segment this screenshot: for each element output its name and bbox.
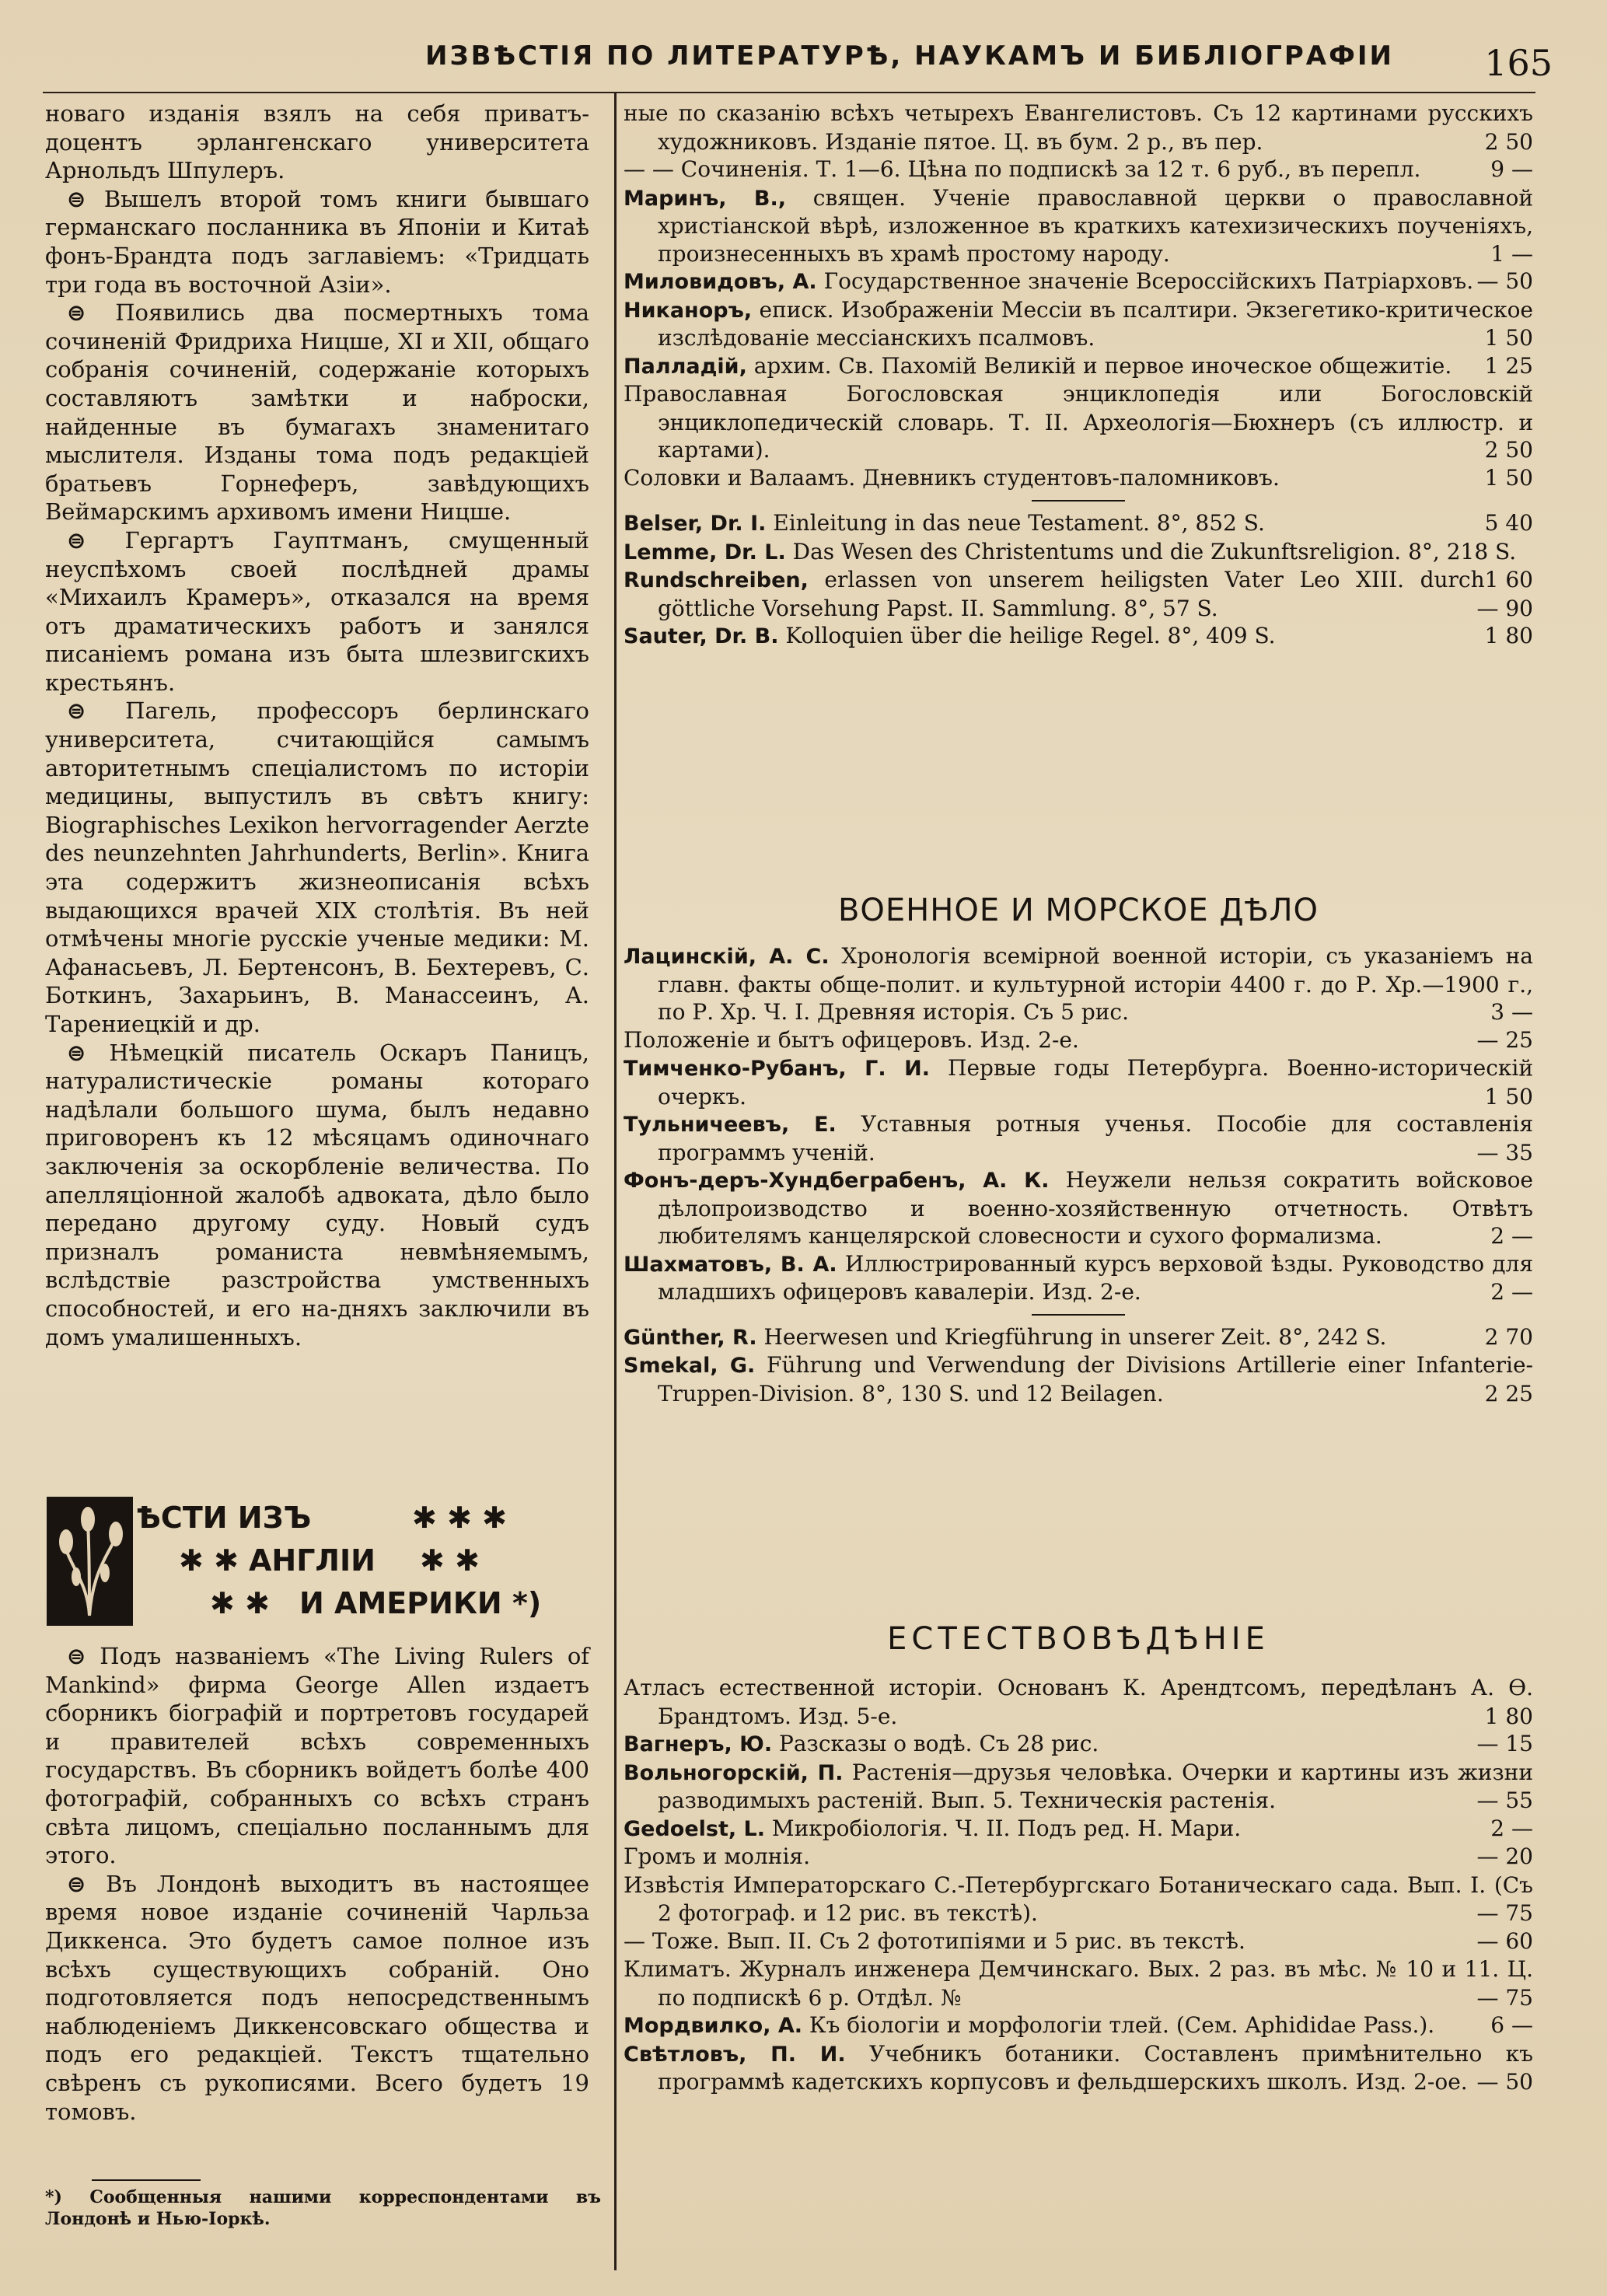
heading-stars: ✱ ✱ [420, 1543, 480, 1578]
bibliography-entry: Лацинскій, А. С. Хронологія всемірной военной исторіи, съ указаніемъ на главн. факты обще-полит. и культурной исторіи 4400 г. до Р. Хр.—1900 г., по Р. Хр. Ч. I. Древняя исторія. Съ 5 рис. 3 — [624, 943, 1533, 1025]
section-title-nature: ЕСТЕСТВОВѢДѢНІЕ [887, 1621, 1270, 1657]
bibliography-entry: Günther, R. Heerwesen und Kriegführung in unserer Zeit. 8°, 242 S. 2 70 [624, 1323, 1533, 1350]
bibliography-entry: Соловки и Валаамъ. Дневникъ студентовъ-паломниковъ. 1 50 [624, 464, 1533, 491]
running-header: ИЗВѢСТІЯ ПО ЛИТЕРАТУРѢ, НАУКАМЪ И БИБЛІОГРАФІИ [425, 40, 1394, 72]
news-paragraph: ⊜ Въ Лондонѣ выходитъ въ настоящее время новое изданіе сочиненій Чарльза Диккенса. Это будетъ самое полное изъ всѣхъ существующихъ собраній. Оно подготовляется подъ непосредственнымъ наблюденіемъ Диккенсовскаго общества и подъ его редакціей. Текстъ тщательно свѣренъ съ рукописями. Всего будетъ 19 томовъ. [45, 1870, 589, 2125]
header-rule [43, 92, 1535, 93]
bibliography-entry: Миловидовъ, А. Государственное значеніе Всероссійскихъ Патріарховъ. — 50 [624, 268, 1533, 294]
left-column [45, 100, 589, 1351]
bibliography-entry: Шахматовъ, В. А. Иллюстрированный курсъ верховой ѣзды. Руководство для младшихъ офицеровъ кавалеріи. Изд. 2-е. 2 — [624, 1250, 1533, 1305]
news-heading [47, 1497, 599, 1633]
news-paragraph: ⊜ Пагель, профессоръ берлинскаго университета, считающійся самымъ авторитетнымъ спеціалистомъ по исторіи медицины, выпустилъ въ свѣтъ книгу: Biographisches Lexikon hervorragender Aerzte des neunzehnten Jahrhunderts, Berlin». Книга эта содержитъ жизнеописанія всѣхъ выдающихся врачей XIX столѣтія. Въ ней отмѣчены многіе русскіе ученые медики: М. Афанасьевъ, Л. Бертенсонъ, В. Бехтеревъ, С. Боткинъ, Захарьинъ, В. Манассеинъ, А. Тарениецкій и др. [45, 697, 589, 1037]
column-divider [614, 93, 617, 2270]
heading-stars: ✱ ✱ [210, 1586, 270, 1620]
news-paragraph: ⊜ Нѣмецкій писатель Оскаръ Паницъ, натуралистическіе романы котораго надѣлали большого шума, былъ недавно приговоренъ къ 12 мѣсяцамъ одиночнаго заключенія за оскорбленіе величества. По апелляціонной жалобѣ адвоката, дѣло было передано другому суду. Новый судъ призналъ романиста невмѣняемымъ, вслѣдствіе разстройства умственныхъ способностей, и его на-дняхъ заключили въ домъ умалишенныхъ. [45, 1039, 590, 1351]
bibliography-entry: — — Сочиненія. Т. 1—6. Цѣна по подпискѣ за 12 т. 6 руб., въ перепл. 9 — [624, 156, 1533, 182]
bibliography-entry: Никаноръ, еписк. Изображеніи Мессіи въ псалтири. Экзегетико-критическое изслѣдованіе мессіанскихъ псалмовъ. 1 50 [624, 296, 1534, 351]
news-paragraph: новаго изданія взялъ на себя приватъ-доцентъ эрлангенскаго университета Арнольдъ Шпулеръ. [45, 100, 589, 184]
section-title-military: ВОЕННОЕ И МОРСКОЕ ДѢЛО [837, 893, 1319, 928]
bibliography-entry: Тульничеевъ, Е. Уставныя ротныя ученья. Пособіе для составленія программъ ученій. — 35 [624, 1111, 1533, 1165]
bibliography-entry: Атласъ естественной исторіи. Основанъ К. Арендтсомъ, передѣланъ А. Ѳ. Брандтомъ. Изд. 5-е. 1 80 [624, 1675, 1533, 1729]
bibliography-entry: Палладій, архим. Св. Пахомій Великій и первое иноческое общежитіе. 1 25 [624, 352, 1533, 379]
footnote: *) Сообщенныя нашими корреспондентами въ Лондонѣ и Нью-Іоркѣ. [45, 2187, 601, 2229]
news-paragraph: ⊜ Появились два посмертныхъ тома сочиненій Фридриха Ницше, XI и XII, общаго собранія сочиненій, содержаніе которыхъ составляютъ замѣтки и наброски, найденные въ бумагахъ знаменитаго мыслителя. Изданы тома подъ редакціей братьевъ Горнеферъ, завѣдующихъ Веймарскимъ архивомъ имени Ницше. [45, 299, 589, 526]
news-paragraph: ⊜ Подъ названіемъ «The Living Rulers of Mankind» фирма George Allen издаетъ сборникъ біографій и портретовъ государей и правителей всѣхъ современныхъ государствъ. Въ сборникъ войдетъ болѣе 400 фотографій, собранныхъ со всѣхъ странъ свѣта лицомъ, спеціально посланнымъ для этого. [45, 1643, 590, 1869]
bibliography-entry: Свѣтловъ, П. И. Учебникъ ботаники. Составленъ примѣнительно къ программѣ кадетскихъ корпусовъ и фельдшерскихъ школъ. Изд. 2-ое. — 50 [624, 2040, 1533, 2095]
news-heading-line1: ѢСТИ ИЗЪ [136, 1501, 312, 1535]
page-number: 165 [1484, 42, 1553, 84]
news-paragraph: ⊜ Гергартъ Гауптманъ, смущенный неуспѣхомъ своей послѣдней драмы «Михаилъ Крамеръ», отказался на время отъ драматическихъ работъ и занялся писаніемъ романа изъ быта шлезвигскихъ крестьянъ. [45, 526, 590, 696]
bibliography-entry: Тимченко-Рубанъ, Г. И. Первые годы Петербурга. Военно-историческій очеркъ. 1 50 [624, 1055, 1533, 1110]
bibliography-entry: Фонъ-деръ-Хундбеграбенъ, А. К. Неужели нельзя сократить войсковое дѣлопроизводство и военно-хозяйственную отчетность. Отвѣтъ любителямъ канцелярской словесности и сухого формализма. 2 — [624, 1167, 1533, 1249]
bibliography-entry: Мордвилко, А. Къ біологіи и морфологіи тлей. (Сем. Aphididae Pass.). 6 — [624, 2012, 1533, 2038]
bibliography-entry: ные по сказанію всѣхъ четырехъ Евангелистовъ. Съ 12 картинами русскихъ художниковъ. Изданіе пятое. Ц. въ бум. 2 р., въ пер. 2 50 [624, 100, 1533, 155]
right-column-block1 [624, 100, 1533, 651]
left-column-lower [45, 1642, 589, 2126]
bibliography-entry: Громъ и молнія. — 20 [624, 1843, 1533, 1869]
bibliography-entry: Rundschreiben, erlassen von unserem heiligsten Vater Leo XIII. durch göttliche Vorsehung Papst. II. Sammlung. 8°, 57 S. — 90 [624, 567, 1533, 621]
bibliography-entry: — Тоже. Вып. II. Съ 2 фототипіями и 5 рис. въ текстѣ. — 60 [624, 1927, 1533, 1954]
separator-rule [1032, 500, 1125, 501]
bibliography-entry: Smekal, G. Führung und Verwendung der Divisions Artillerie einer Infanterie-Truppen-Division. 8°, 130 S. und 12 Beilagen. 2 25 [624, 1352, 1533, 1407]
bibliography-entry: Lemme, Dr. L. Das Wesen des Christentums und die Zukunftsreligion. 8°, 218 S. 1 60 [624, 538, 1533, 592]
heading-stars: ✱ ✱ ✱ [412, 1501, 507, 1535]
bibliography-entry: Извѣстія Императорскаго С.-Петербургскаго Ботаническаго сада. Вып. I. (Съ 2 фотограф. и 12 рис. въ текстѣ). — 75 [624, 1871, 1533, 1926]
bibliography-entry: Gedoelst, L. Микробіологія. Ч. II. Подъ ред. Н. Мари. 2 — [624, 1815, 1533, 1841]
separator-rule [1032, 1314, 1125, 1316]
bibliography-entry: Вольногорскій, П. Растенія—друзья человѣка. Очерки и картины изъ жизни разводимыхъ растеній. Вып. 5. Техническія растенія. — 55 [624, 1759, 1533, 1813]
news-heading-line2: АНГЛІИ [249, 1543, 376, 1578]
right-column-nature [624, 1621, 1533, 2096]
news-paragraph: ⊜ Вышелъ второй томъ книги бывшаго германскаго посланника въ Японіи и Китаѣ фонъ-Брандта подъ заглавіемъ: «Тридцать три года въ восточной Азіи». [45, 185, 590, 298]
bibliography-entry: Православная Богословская энциклопедія или Богословскій энциклопедическій словарь. Т. II. Археологія—Бюхнеръ (съ иллюстр. и картами). 2 50 [624, 381, 1533, 463]
bibliography-entry: Вагнеръ, Ю. Разсказы о водѣ. Съ 28 рис. — 15 [624, 1731, 1533, 1756]
bibliography-entry: Климатъ. Журналъ инженера Демчинскаго. Вых. 2 раз. въ мѣс. № 10 и 11. Ц. по подпискѣ 6 р. Отдѣл. № — 75 [624, 1956, 1533, 2011]
bibliography-entry: Sauter, Dr. B. Kolloquien über die heilige Regel. 8°, 409 S. 1 80 [624, 623, 1533, 648]
footnote-rule [92, 2179, 201, 2181]
bibliography-entry: Belser, Dr. I. Einleitung in das neue Testament. 8°, 852 S. 5 40 [624, 510, 1533, 536]
ornament-initial-icon [47, 1497, 133, 1626]
right-column-military [624, 893, 1533, 1407]
news-heading-line3: И АМЕРИКИ *) [299, 1586, 542, 1620]
bibliography-entry: Положеніе и бытъ офицеровъ. Изд. 2-е. — 25 [624, 1026, 1533, 1053]
bibliography-entry: Маринъ, В., священ. Ученіе православной церкви о православной христіанской вѣрѣ, изложенное въ краткихъ катехизическихъ поученіяхъ, произнесенныхъ въ храмѣ простому народу. 1 — [624, 184, 1534, 267]
heading-stars: ✱ ✱ [179, 1543, 239, 1578]
